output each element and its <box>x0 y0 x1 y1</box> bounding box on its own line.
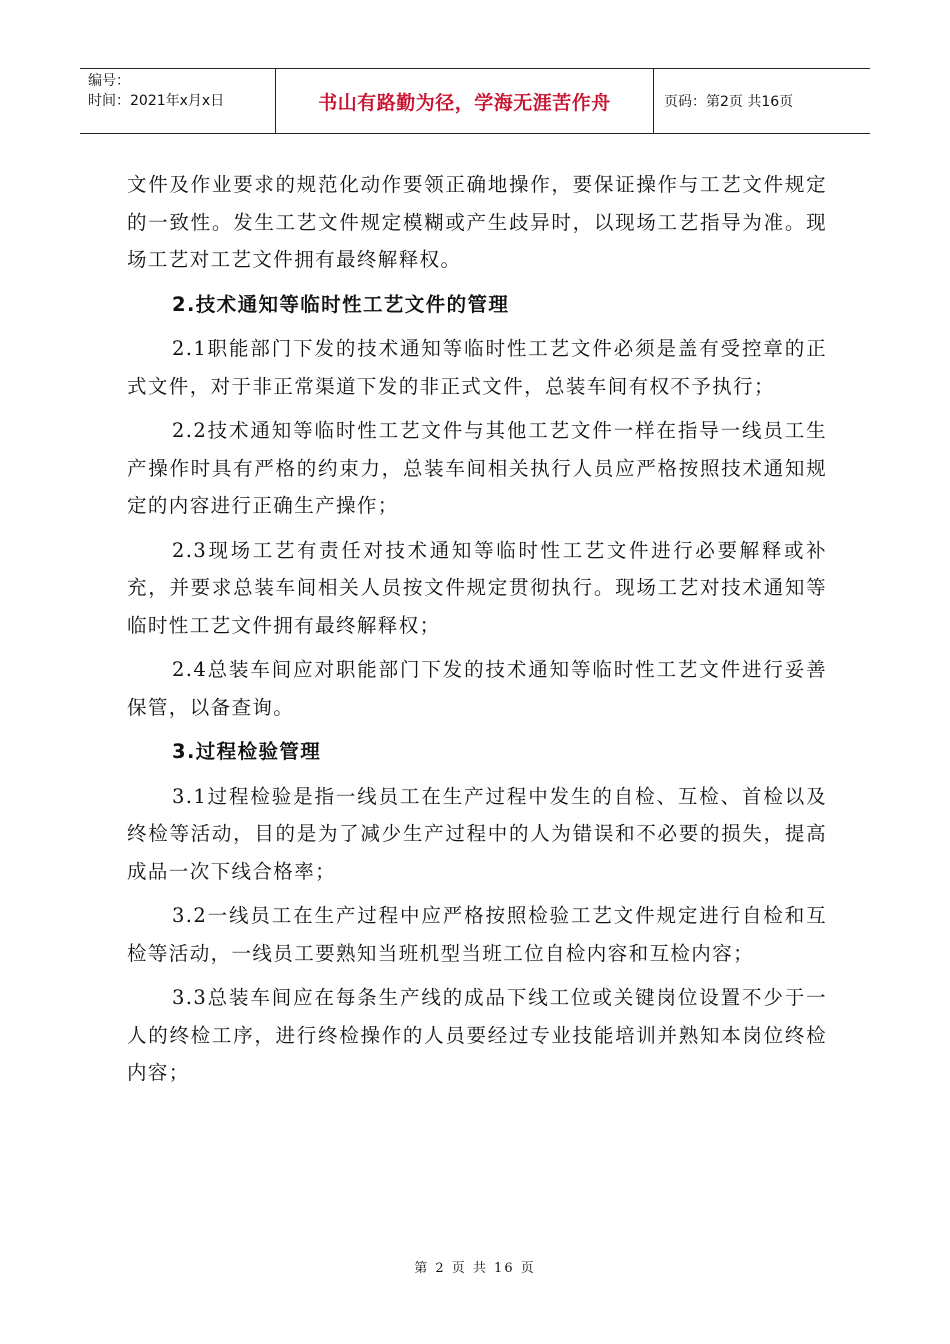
paragraph: 3.2一线员工在生产过程中应严格按照检验工艺文件规定进行自检和互检等活动，一线员工要熟知当班机型当班工位自检内容和互检内容； <box>127 904 827 965</box>
paragraph: 3.3总装车间应在每条生产线的成品下线工位或关键岗位设置不少于一人的终检工序，进行终检操作的人员要经过专业技能培训并熟知本岗位终检内容； <box>127 986 827 1084</box>
paragraph: 2.3现场工艺有责任对技术通知等临时性工艺文件进行必要解释或补充，并要求总装车间相关人员按文件规定贯彻执行。现场工艺对技术通知等临时性工艺文件拥有最终解释权； <box>127 538 827 637</box>
document-date: 时间：2021年x月x日 <box>88 93 225 109</box>
document-body <box>127 166 827 1092</box>
header-page-info: 页码：第2页 共16页 <box>664 94 794 110</box>
header-meta <box>80 69 276 133</box>
paragraph: 3.1过程检验是指一线员工在生产过程中发生的自检、互检、首检以及终检等活动，目的是为了减少生产过程中的人为错误和不必要的损失，提高成品一次下线合格率； <box>127 784 827 883</box>
paragraph-continuation: 文件及作业要求的规范化动作要领正确地操作，要保证操作与工艺文件规定的一致性。发生工艺文件规定模糊或产生歧异时，以现场工艺指导为准。现场工艺对工艺文件拥有最终解释权。 <box>127 173 827 271</box>
header-motto: 书山有路勤为径，学海无涯苦作舟 <box>276 69 654 133</box>
paragraph: 2.2技术通知等临时性工艺文件与其他工艺文件一样在指导一线员工生产操作时具有严格的约束力，总装车间相关执行人员应严格按照技术通知规定的内容进行正确生产操作； <box>127 419 827 517</box>
page-footer: 第 2 页 共 16 页 <box>414 1261 536 1276</box>
document-number-label: 编号： <box>88 73 130 89</box>
section-heading: 3.过程检验管理 <box>172 740 322 763</box>
section-heading: 2.技术通知等临时性工艺文件的管理 <box>172 292 510 316</box>
paragraph: 2.4总装车间应对职能部门下发的技术通知等临时性工艺文件进行妥善保管，以备查询。 <box>127 658 827 719</box>
page-header <box>80 68 870 134</box>
paragraph: 2.1职能部门下发的技术通知等临时性工艺文件必须是盖有受控章的正式文件，对于非正常渠道下发的非正式文件，总装车间有权不予执行； <box>127 337 827 398</box>
